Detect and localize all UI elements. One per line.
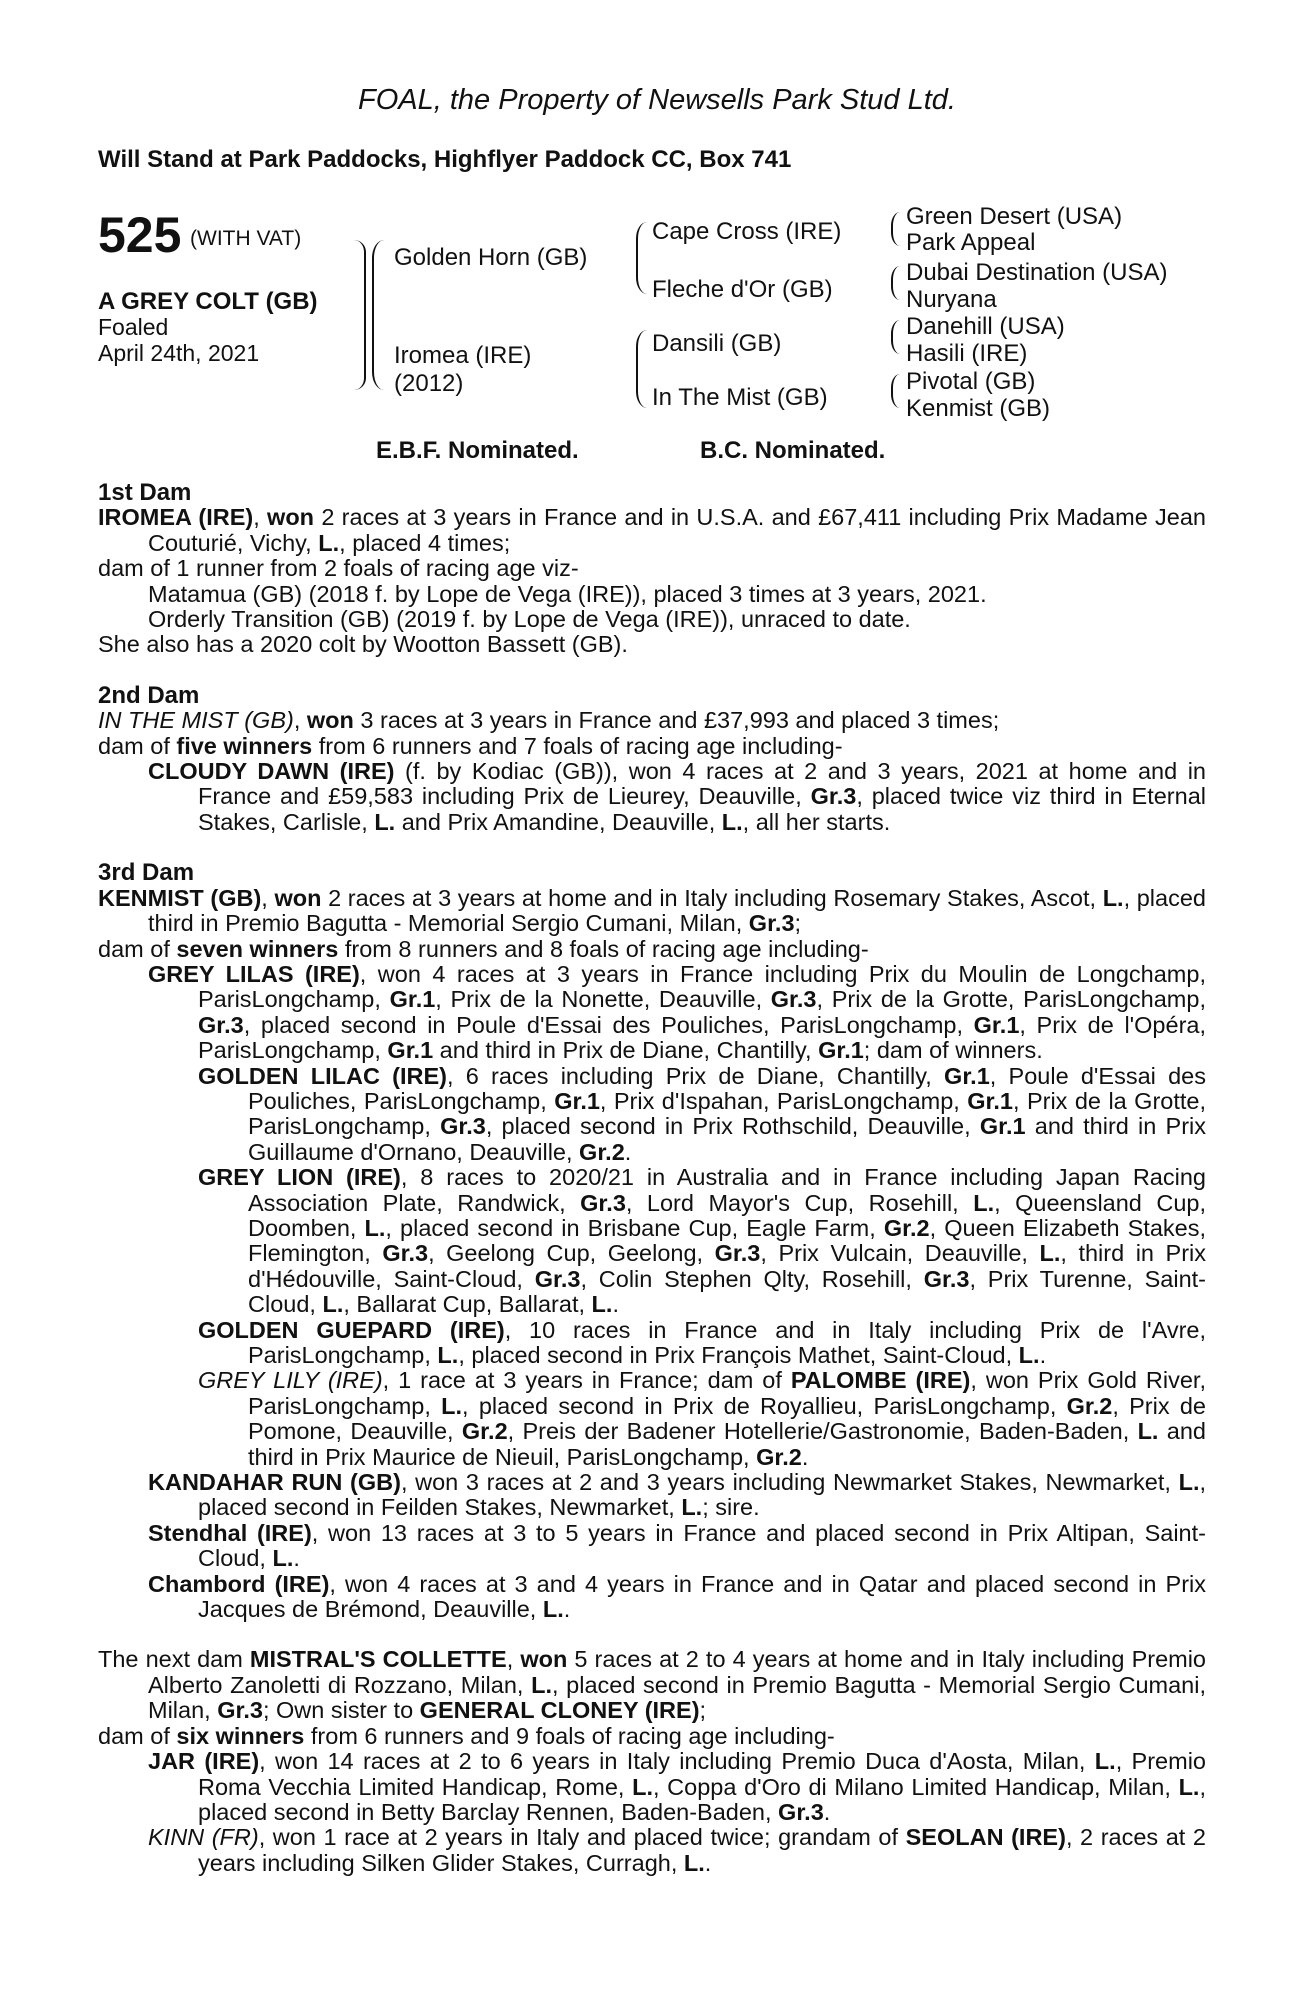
next-dam-summary: dam of six winners from 6 runners and 9 foals of racing age including- [98, 1722, 835, 1749]
pedigree-gen3-4: Nuryana [906, 286, 997, 313]
second-dam-entry: IN THE MIST (GB), won 3 races at 3 years in France and £37,993 and placed 3 times; [98, 707, 1000, 734]
kandahar-run-entry: KANDAHAR RUN (GB), won 3 races at 2 and 3 years including Newmarket Stakes, Newmarket, L., placed second in Feilden Stakes, Newmarket, L.; sire. [148, 1469, 1207, 1521]
stendhal-entry: Stendhal (IRE), won 13 races at 3 to 5 years in France and placed second in Prix Altipan, Saint-Cloud, L.. [148, 1519, 1206, 1572]
pedigree-dam: Iromea (IRE) [394, 342, 532, 369]
golden-lilac-entry: GOLDEN LILAC (IRE), 6 races including Prix de Diane, Chantilly, Gr.1, Poule d'Essai des Pouliches, ParisLongchamp, Gr.1, Prix d'Ispahan, ParisLongchamp, Gr.1, Prix de la Grotte, ParisLongchamp, Gr.3, placed second in Prix Rothschild, Deauville, Gr.1 and third in Prix Guillaume d'Ornano, Deauville, Gr.2. [198, 1062, 1206, 1165]
brace-gen3-1 [891, 212, 900, 246]
catalogue-body [98, 480, 1206, 1876]
lot-number: 525 [98, 207, 182, 263]
jar-entry: JAR (IRE), won 14 races at 2 to 6 years in Italy including Premio Duca d'Aosta, Milan, L., Premio Roma Vecchia Limited Handicap, Rome, L., Coppa d'Oro di Milano Limited Handicap, Milan, L., placed second in Betty Barclay Rennen, Baden-Baden, Gr.3. [148, 1748, 1206, 1825]
brace-main-right [354, 240, 366, 390]
grey-lilas-entry: GREY LILAS (IRE), won 4 races at 3 years in France including Prix du Moulin de Longchamp, ParisLongchamp, Gr.1, Prix de la Nonette, Deauville, Gr.3, Prix de la Grotte, ParisLongchamp, Gr.3, placed second in Poule d'Essai des Pouliches, ParisLongchamp, Gr.1, Prix de l'Opéra, ParisLongchamp, Gr.1 and third in Prix de Diane, Chantilly, Gr.1; dam of winners. [148, 960, 1206, 1064]
third-dam-summary: dam of seven winners from 8 runners and 8 foals of racing age including- [98, 935, 869, 962]
first-dam-progeny-summary: dam of 1 runner from 2 foals of racing age viz- [98, 555, 579, 582]
grey-lion-entry: GREY LION (IRE), 8 races to 2020/21 in Australia and in France including Japan Racing Association Plate, Randwick, Gr.3, Lord Mayor's Cup, Rosehill, L., Queensland Cup, Doomben, L., placed second in Brisbane Cup, Eagle Farm, Gr.2, Queen Elizabeth Stakes, Flemington, Gr.3, Geelong Cup, Geelong, Gr.3, Prix Vulcain, Deauville, L., third in Prix d'Hédouville, Saint-Cloud, Gr.3, Colin Stephen Qlty, Rosehill, Gr.3, Prix Turenne, Saint-Cloud, L., Ballarat Cup, Ballarat, L.. [198, 1164, 1207, 1318]
progeny-item: Matamua (GB) (2018 f. by Lope de Vega (IRE)), placed 3 times at 3 years, 2021. [148, 580, 987, 607]
first-dam-entry: IROMEA (IRE), won 2 races at 3 years in France and in U.S.A. and £67,411 including Prix Madame Jean Couturié, Vichy, L., placed 4 times; [98, 504, 1207, 556]
progeny-item: Orderly Transition (GB) (2019 f. by Lope de Vega (IRE)), unraced to date. [148, 606, 911, 633]
pedigree-dam-sire: Dansili (GB) [652, 330, 782, 357]
pedigree-sire: Golden Horn (GB) [394, 244, 588, 271]
first-dam-note: She also has a 2020 colt by Wootton Bassett (GB). [98, 631, 628, 658]
pedigree-gen3-5: Danehill (USA) [906, 313, 1065, 340]
brace-gen3-4 [891, 374, 900, 408]
second-dam-summary: dam of five winners from 6 runners and 7 foals of racing age including- [98, 732, 843, 759]
second-dam-heading: 2nd Dam [98, 681, 200, 709]
won-label: won [267, 504, 315, 531]
foaled-label: Foaled [98, 314, 169, 340]
next-dam-entry: The next dam MISTRAL'S COLLETTE, won 5 races at 2 to 4 years at home and in Italy including Premio Alberto Zanoletti di Rozzano, Milan, L., placed second in Premio Bagutta - Memorial Sergio Cumani, Milan, Gr.3; Own sister to GENERAL CLONEY (IRE); [98, 1646, 1207, 1724]
golden-guepard-entry: GOLDEN GUEPARD (IRE), 10 races in France and in Italy including Prix de l'Avre, ParisLongchamp, L., placed second in Prix François Mathet, Saint-Cloud, L.. [198, 1316, 1207, 1368]
ebf-nominated: E.B.F. Nominated. [376, 437, 579, 464]
brace-gen3-3 [891, 320, 900, 354]
pedigree-gen3-7: Pivotal (GB) [906, 368, 1036, 395]
pedigree-dam-year: (2012) [394, 370, 464, 397]
grey-lily-entry: GREY LILY (IRE), 1 race at 3 years in France; dam of PALOMBE (IRE), won Prix Gold River, ParisLongchamp, L., placed second in Prix de Royallieu, ParisLongchamp, Gr.2, Prix de Pomone, Deauville, Gr.2, Preis der Badener Hotellerie/Gastronomie, Baden-Baden, L. and third in Prix Maurice de Nieuil, ParisLongchamp, Gr.2. [198, 1367, 1206, 1470]
bc-nominated: B.C. Nominated. [700, 437, 886, 464]
brace-gen1 [372, 240, 384, 390]
stand-location: Will Stand at Park Paddocks, Highflyer Paddock CC, Box 741 [98, 146, 792, 173]
pedigree-gen3-1: Green Desert (USA) [906, 203, 1123, 230]
first-dam-heading: 1st Dam [98, 479, 192, 506]
pedigree-gen3-2: Park Appeal [906, 229, 1036, 256]
page-title: FOAL, the Property of Newsells Park Stud Ltd. [358, 84, 956, 116]
pedigree-sire-sire: Cape Cross (IRE) [652, 218, 842, 245]
chambord-entry: Chambord (IRE), won 4 races at 3 and 4 years in France and in Qatar and placed second in Prix Jacques de Brémond, Deauville, L.. [148, 1570, 1206, 1623]
cloudy-dawn-entry: CLOUDY DAWN (IRE) (f. by Kodiac (GB)), won 4 races at 2 and 3 years, 2021 at home and in France and £59,583 including Prix de Lieurey, Deauville, Gr.3, placed twice viz third in Eternal Stakes, Carlisle, L. and Prix Amandine, Deauville, L., all her starts. [148, 758, 1206, 835]
pedigree-sire-dam: Fleche d'Or (GB) [652, 276, 833, 303]
kinn-entry: KINN (FR), won 1 race at 2 years in Italy and placed twice; grandam of SEOLAN (IRE), 2 races at 2 years including Silken Glider Stakes, Curragh, L.. [148, 1824, 1206, 1876]
lot-description: A GREY COLT (GB) [98, 288, 318, 315]
pedigree-dam-dam: In The Mist (GB) [652, 384, 828, 411]
third-dam-entry: KENMIST (GB), won 2 races at 3 years at home and in Italy including Rosemary Stakes, Ascot, L., placed third in Premio Bagutta - Memorial Sergio Cumani, Milan, Gr.3; [98, 884, 1206, 937]
brace-gen2-bottom [636, 330, 647, 408]
vat-note: (WITH VAT) [190, 227, 302, 250]
horse-name: IROMEA (IRE) [98, 504, 254, 531]
pedigree-gen3-8: Kenmist (GB) [906, 395, 1051, 422]
foaled-date: April 24th, 2021 [98, 340, 260, 366]
third-dam-heading: 3rd Dam [98, 859, 195, 887]
pedigree-gen3-6: Hasili (IRE) [906, 340, 1028, 367]
pedigree-gen3-3: Dubai Destination (USA) [906, 259, 1168, 286]
brace-gen2-top [636, 222, 647, 294]
brace-gen3-2 [891, 266, 900, 300]
